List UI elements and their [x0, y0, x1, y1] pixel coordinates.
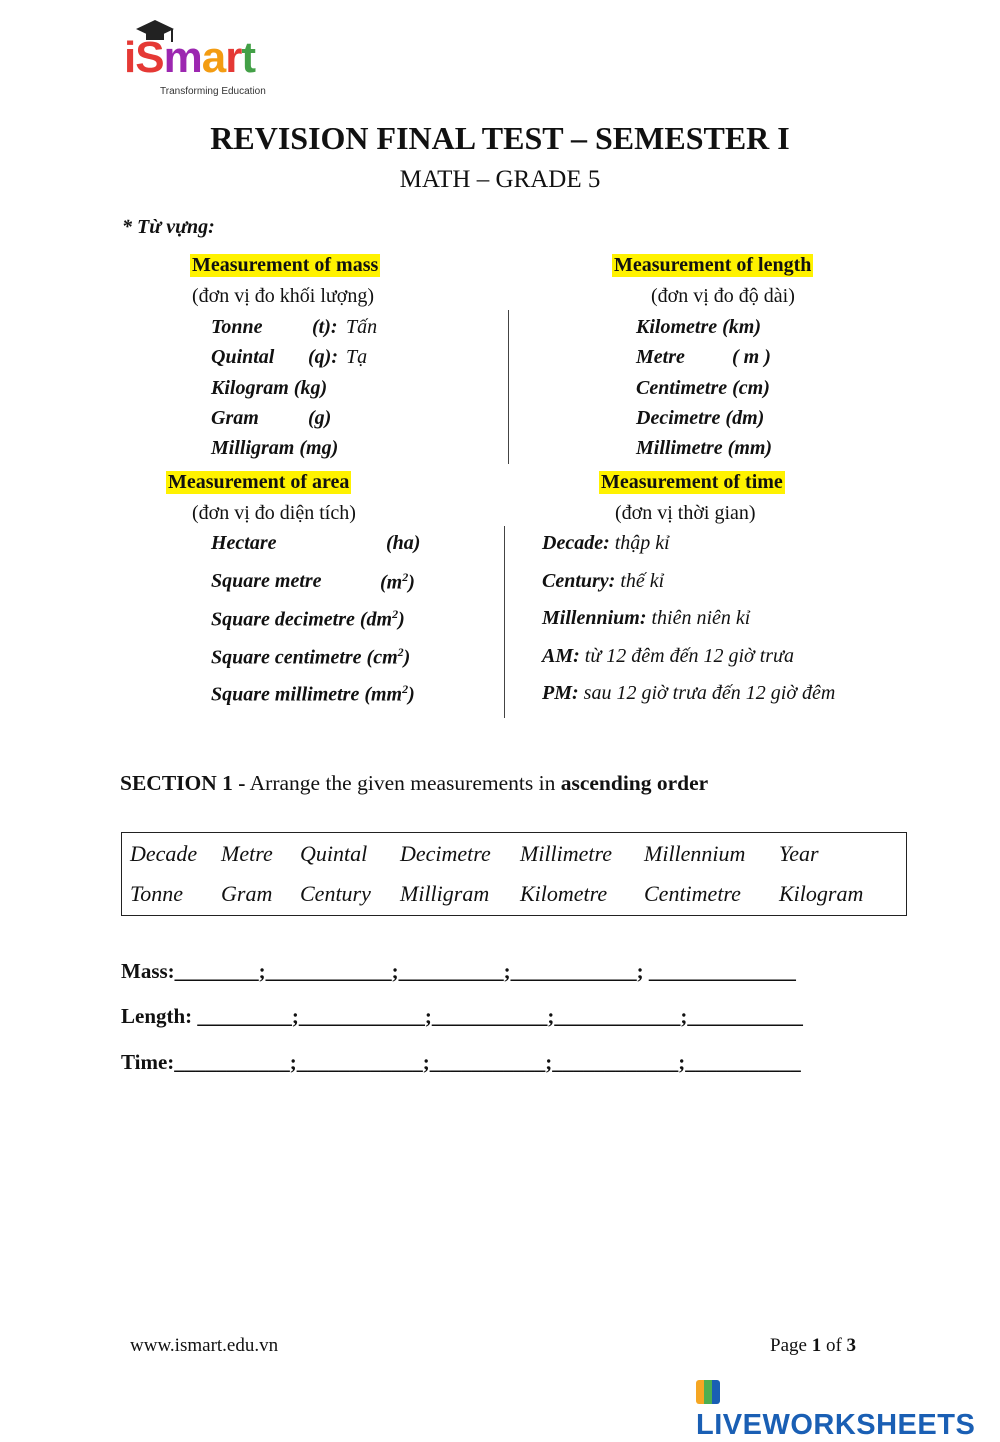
- mass-heading: Measurement of mass: [192, 254, 379, 276]
- time-item: PM: sau 12 giờ trưa đến 12 giờ đêm: [542, 682, 836, 704]
- mass-item: Gram (g): [211, 407, 332, 429]
- length-item: Centimetre (cm): [636, 377, 770, 399]
- word-bank-item: Tonne: [130, 881, 183, 906]
- time-subheading: (đơn vị thời gian): [615, 502, 756, 524]
- word-bank-item: Decimetre: [400, 841, 491, 866]
- word-bank-item: Century: [300, 881, 371, 906]
- word-bank-item: Quintal: [300, 841, 368, 866]
- logo-wordmark: iSmart: [124, 33, 255, 82]
- word-bank-item: Centimetre: [644, 881, 741, 906]
- word-bank-item: Kilometre: [520, 881, 608, 906]
- logo-tagline: Transforming Education: [160, 86, 266, 97]
- word-bank-item: Kilogram: [779, 881, 864, 906]
- area-item: Hectare (ha): [211, 532, 421, 554]
- word-bank: [121, 832, 907, 916]
- vocab-label: * Từ vựng:: [122, 216, 215, 238]
- mass-answer-line[interactable]: Mass:________;____________;__________;____________; ______________: [121, 959, 796, 983]
- word-bank-item: Millimetre: [520, 841, 613, 866]
- section-1-instruction: SECTION 1 - Arrange the given measurements in ascending order: [120, 771, 709, 795]
- page-subtitle: MATH – GRADE 5: [399, 166, 601, 193]
- area-heading: Measurement of area: [168, 471, 350, 493]
- time-item: AM: từ 12 đêm đến 12 giờ trưa: [542, 645, 794, 667]
- word-bank-item: Decade: [130, 841, 198, 866]
- area-subheading: (đơn vị đo diện tích): [192, 502, 356, 524]
- liveworksheets-icon: [696, 1380, 720, 1404]
- time-item: Century: thế kỉ: [542, 570, 665, 592]
- time-heading: Measurement of time: [601, 471, 783, 493]
- length-subheading: (đơn vị đo độ dài): [651, 285, 795, 307]
- length-item: Decimetre (dm): [636, 407, 765, 429]
- length-item: Metre ( m ): [636, 346, 771, 368]
- mass-item: Quintal (q): Tạ: [211, 346, 368, 368]
- mass-item: Kilogram (kg): [211, 377, 328, 399]
- page-title: REVISION FINAL TEST – SEMESTER I: [210, 120, 790, 156]
- mass-item: Milligram (mg): [211, 437, 339, 459]
- footer-website: www.ismart.edu.vn: [130, 1335, 279, 1356]
- mass-item: Tonne (t): Tấn: [211, 316, 378, 338]
- word-bank-item: Gram: [221, 881, 273, 906]
- time-answer-line[interactable]: Time:___________;____________;___________;____________;___________: [121, 1050, 801, 1074]
- ismart-logo: [120, 18, 280, 100]
- area-item: Square decimetre $(dm^2)$: [211, 607, 405, 631]
- length-item: Kilometre (km): [636, 316, 761, 338]
- area-item: Square metre $(m^2)$: [211, 570, 415, 594]
- word-bank-item: Metre: [221, 841, 273, 866]
- length-heading: Measurement of length: [614, 254, 812, 276]
- word-bank-item: Milligram: [400, 881, 490, 906]
- column-divider: [504, 526, 505, 718]
- word-bank-item: Year: [779, 841, 819, 866]
- column-divider: [508, 310, 509, 464]
- liveworksheets-watermark: LIVEWORKSHEETS: [696, 1376, 1000, 1442]
- length-answer-line[interactable]: Length: _________;____________;___________;____________;___________: [121, 1004, 803, 1028]
- footer-page-number: Page 1 of 3: [770, 1335, 857, 1356]
- time-item: Decade: thập kỉ: [542, 532, 670, 554]
- mass-subheading: (đơn vị đo khối lượng): [192, 285, 374, 307]
- area-item: Square millimetre $(mm^2)$: [211, 682, 415, 706]
- length-item: Millimetre (mm): [636, 437, 773, 459]
- area-item: Square centimetre $(cm^2)$: [211, 645, 411, 669]
- word-bank-item: Millennium: [644, 841, 746, 866]
- time-item: Millennium: thiên niên kỉ: [542, 607, 751, 629]
